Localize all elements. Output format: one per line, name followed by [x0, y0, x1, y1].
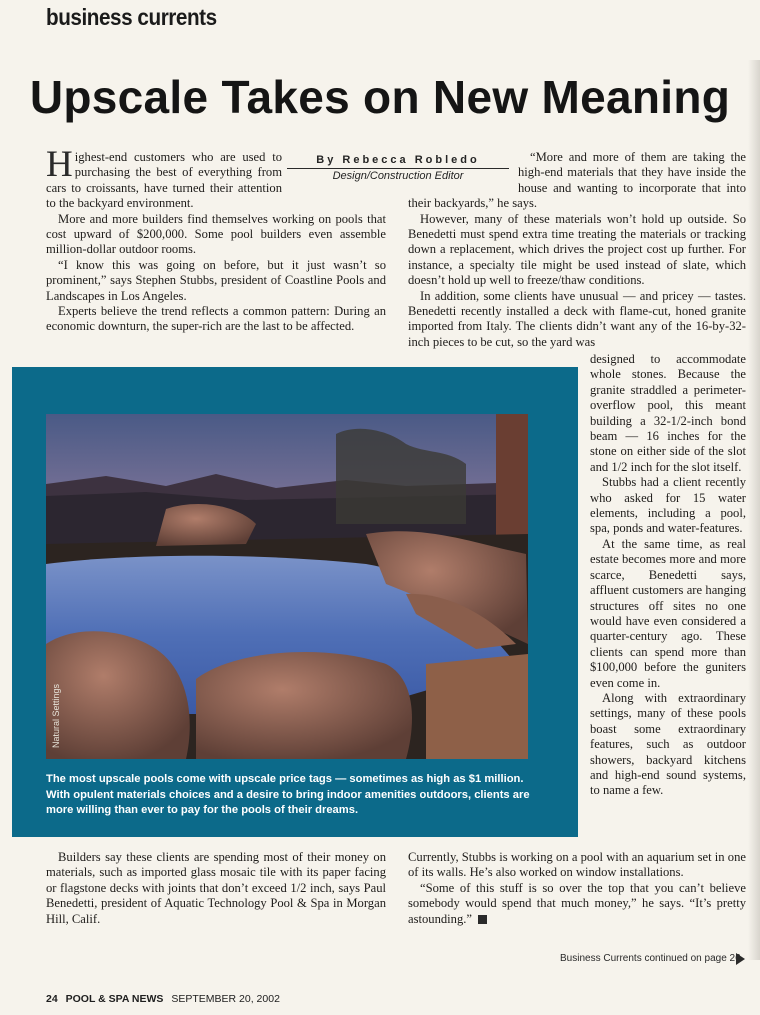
byline-float-spacer [408, 150, 518, 188]
publication-name: POOL & SPA NEWS [65, 993, 164, 1005]
pool-photo [46, 414, 528, 759]
paragraph: “More and more of them are taking the high-end materials that they have inside the house and wanting to incorporate that into their backyards,” he says. [408, 150, 746, 211]
paragraph: More and more builders find themselves working on pools that cost upward of $200,000. Some pool builders even assemble million-dollar outdoor rooms. [46, 211, 386, 257]
photo-caption: The most upscale pools come with upscale price tags — sometimes as high as $1 million. With opulent materials choices and a desire to bring indoor amenities outdoors, clients are more willing than ever to pay for the pools of their dreams. [46, 773, 530, 817]
section-label: business currents [46, 4, 217, 30]
byline-author: By Rebecca Robledo [316, 154, 480, 166]
page-footer [46, 993, 285, 1005]
paragraph: Along with extraordinary settings, many of these pools boast some extraordinary features, such as outdoor showers, backyard kitchens and high-end sound systems, to name a few. [590, 690, 746, 798]
continue-arrow-icon [736, 953, 745, 965]
bottom-left-column [46, 850, 386, 927]
page-number: 24 [46, 993, 58, 1005]
page-edge-shadow [748, 60, 760, 960]
end-mark-icon [478, 915, 487, 924]
issue-date: SEPTEMBER 20, 2002 [171, 993, 280, 1005]
byline-float-spacer [282, 150, 386, 188]
paragraph: In addition, some clients have unusual — and pricey — tastes. Benedetti recently installed a deck with flame-cut, honed granite imported from Italy. The clients didn’t want any of the 16-by-32-inch pieces to be cut, so the yard was [408, 288, 746, 349]
paragraph: “Some of this stuff is so over the top that you can’t believe somebody would spend that much money,” he says. “It’s pretty astounding.” [408, 880, 746, 926]
paragraph: Experts believe the trend reflects a common pattern: During an economic downturn, the super-rich are the last to be affected. [46, 304, 386, 334]
paragraph: At the same time, as real estate becomes more and more scarce, Benedetti says, affluent customers are hanging structures off sites no one would have even considered a quarter-century ago. These clients can spend more than $100,000 before the guniters even come in. [590, 536, 746, 690]
bottom-right-column [408, 850, 746, 927]
column-3 [590, 352, 746, 799]
paragraph: Highest-end customers who are used to purchasing the best of everything from cars to croissants, have turned their attention to the backyard environment. [46, 144, 282, 211]
drop-cap: H [46, 144, 73, 185]
paragraph: However, many of these materials won’t hold up outside. So Benedetti must spend extra time treating the materials or tracking down a replacement, which drives the project cost up further. For instance, a specialty tile might be used instead of slate, which doesn’t hold up well to freeze/thaw conditions. [408, 211, 746, 288]
paragraph: Stubbs had a client recently who asked for 15 water elements, including a pool, spa, ponds and water-features. [590, 475, 746, 536]
photo-credit: Natural Settings [51, 683, 61, 748]
paragraph: “I know this was going on before, but it just wasn’t so prominent,” says Stephen Stubbs, president of Coastline Pools and Landscapes in Los Angeles. [46, 257, 386, 303]
column-2 [408, 150, 746, 350]
headline: Upscale Takes on New Meaning [29, 71, 731, 123]
byline-role: Design/Construction Editor [332, 170, 464, 182]
column-1 [46, 144, 386, 335]
continued-note: Business Currents continued on page 26 [560, 953, 741, 964]
paragraph: designed to accommodate whole stones. Because the granite straddled a perimeter-overflow pool, this meant building a 32-1/2-inch bond beam — 16 inches for the stone on either side of the slot and 1/2 inch for the slot itself. [590, 352, 746, 474]
paragraph: Currently, Stubbs is working on a pool with an aquarium set in one of its walls. He’s also worked on window installations. [408, 850, 746, 880]
paragraph: Builders say these clients are spending most of their money on materials, such as imported glass mosaic tile with its paper facing or flagstone decks with joints that don’t exceed 1/2 inch, says Paul Benedetti, president of Aquatic Technology Pool & Spa in Morgan Hill, Calif. [46, 850, 386, 926]
